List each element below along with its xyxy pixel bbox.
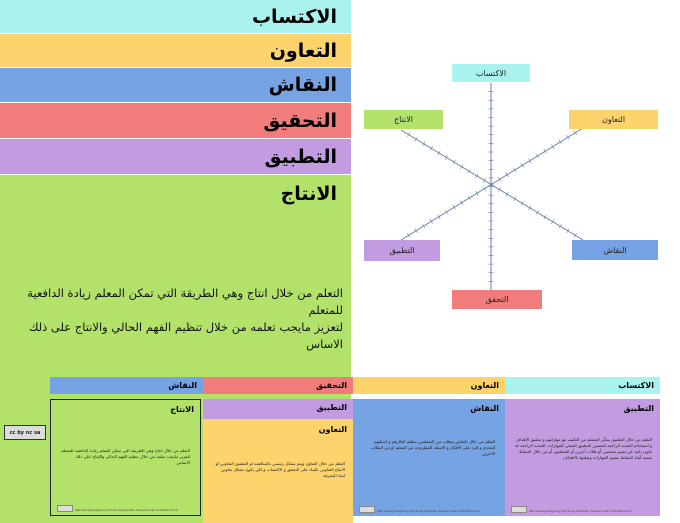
spoke-collaboration-label: التعاون — [601, 115, 626, 124]
column-head-collaboration-label: التعاون — [470, 381, 499, 390]
spoke-production-label: الانتاج — [393, 115, 414, 124]
card-practice — [505, 399, 660, 516]
card-practice-cc-icon — [511, 506, 527, 513]
spoke-practice — [364, 240, 440, 261]
card-production-title: الانتاج — [170, 405, 194, 414]
column-head-inquiry-label: التحقيق — [315, 381, 347, 390]
card-practice-footer: ABC learning designs by UCL/Young Scientists, licensed under CC BY-NC-SA 4.0 — [529, 510, 632, 513]
strip-collaboration-label: التعاون — [269, 39, 337, 62]
card-collaboration-text: التعلم من خلال التعاون ويتم بشكل رئيسي بالمناقشة او التطبيق التعاوني او الانتاج التعاوني بالبناء على التحقق و الاكتساب و لكن يكون بشكل تعاوني لبناء المعرفة — [215, 461, 345, 478]
cc-license-badge-text: cc by nc sa — [9, 429, 41, 436]
cc-license-badge — [4, 425, 46, 440]
strip-inquiry-label: التحقيق — [263, 109, 337, 132]
card-practice-text: التعلم من خلال التطبيق يمكّن المتعلم من التكيف مع مهاراتهم و تحقيق الأهداف و استخدام التغذية الراجعة لتحسين التطبيق العملي للمهارات. التغذية الراجعة قد تكون ذاتية عن تقييم شخصي أو طلاب آخرين أو المعلمون أو من خلال النشاط نفسه أثناء النشاط بتقييم المهارات وبعلمها بالاهداف — [514, 437, 652, 460]
strip-collaboration — [0, 34, 351, 67]
strip-practice — [0, 139, 351, 174]
column-head-acquisition — [505, 377, 660, 394]
description-line-2: لتعزيز مايجب تعلمه من خلال تنظيم الفهم الحالي والانتاج على ذلك الاساس — [28, 320, 343, 351]
card-practice-title: التطبيق — [623, 404, 654, 413]
spoke-acquisition — [452, 64, 530, 82]
strip-acquisition-label: الاكتساب — [251, 5, 337, 28]
learning-types-diagram — [351, 0, 680, 375]
card-production-cc-icon — [57, 505, 73, 512]
column-head-collaboration — [353, 377, 505, 394]
column-head-acquisition-label: الاكتساب — [618, 381, 654, 390]
column-head-discussion — [50, 377, 203, 394]
spoke-acquisition-label: الاكتساب — [475, 68, 507, 78]
column-head-discussion-label: النقاش — [168, 381, 197, 390]
card-practice-strip — [203, 399, 353, 419]
spoke-practice-label: التطبيق — [389, 246, 415, 255]
spoke-discussion-label: النقاش — [603, 245, 627, 255]
spoke-collaboration — [569, 110, 658, 129]
strip-inquiry — [0, 103, 351, 138]
strip-practice-label: التطبيق — [264, 145, 337, 168]
spoke-production — [364, 110, 443, 129]
strip-acquisition — [0, 0, 351, 33]
card-discussion-cc-icon — [359, 506, 375, 513]
strip-production — [0, 175, 351, 213]
description-line-1: التعلم من خلال انتاج وهي الطريقة التي تمكن المعلم زيادة الدافعية للمتعلم — [27, 286, 343, 317]
card-production-footer: ABC learning designs by UCL/Young Scientists, licensed under CC BY-NC-SA 4.0 — [75, 509, 178, 512]
column-head-inquiry — [203, 377, 353, 394]
card-discussion-title: النقاش — [470, 404, 499, 413]
card-collaboration — [203, 419, 353, 523]
strip-discussion — [0, 68, 351, 102]
strip-discussion-label: النقاش — [268, 74, 337, 96]
spoke-inquiry-label: التحقق — [485, 295, 509, 304]
card-production-text: التعلم من خلال انتاج وهي الطريقة التي تمكن المعلم زيادة الدافعية للمتعلم لتعزيز مايجب تعلمه من خلال تنظيم الفهم الحالي والإنتاج على ذلك الاساس — [61, 448, 190, 465]
card-discussion-footer: ABC learning designs by UCL/Young Scientists, licensed under CC BY-NC-SA 4.0 — [377, 510, 480, 513]
strip-production-label: الانتاج — [280, 183, 337, 205]
card-production — [50, 399, 201, 516]
card-discussion-text: التعلم من خلال النقاش يتطلب من المتعلمين تنظيم افكارهم و اسئلتهم للتحدي و للرد على الأفكار و الاسئلة المطروحة من المعلم او من الطلاب الاخرين — [370, 439, 495, 456]
card-discussion — [353, 399, 505, 516]
spoke-inquiry — [452, 290, 542, 309]
card-collaboration-title: التعاون — [318, 425, 347, 434]
card-practice-strip-title: التطبيق — [316, 403, 347, 412]
spoke-discussion — [572, 240, 658, 260]
production-description — [18, 285, 343, 353]
